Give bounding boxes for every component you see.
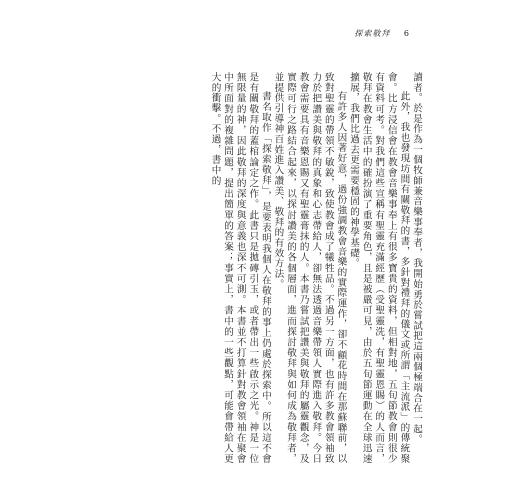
paragraph: 書名取作「探索敬拜」，是要表明我個人在敬拜的事上仍處於探索中。所以這不會是有關敬拜的蓋棺論定之作。此書只是拋磚引玉，或者帶出一些啟示之光。神是一位無限量的神，因此敬拜的深度與意義也深不可測。本書並不打算針對教會領袖在聚會中所面對的複雜問題，提出簡單的答案；事實上，書中的一些觀點，可能會帶給人更大的衝擊。不過，書中的 bbox=[209, 72, 271, 464]
paragraph: 此外，我也發現坊間有關敬拜的書，多針對禮拜的儀文或所謂「主流派」的傳統聚會。比方浸信會在教會音樂事奉上有很多寶貴的資料，但相對地，五旬節教會則很少有資料可考。對我們這些宣稱有聖靈充滿經歷（受聖靈洗，有聖靈恩賜）的人而言，敬拜在教會生活中的確扮演了重要角色，且是被嚴可見，由於五旬節運動在全球迅速擴展，我們比過去更需要穩固的神學基礎。 bbox=[348, 72, 410, 464]
paragraph: 讀者。於是作為一個牧師兼音樂事奉者，我開始勇於嘗試把這兩個極端合在一起。 bbox=[411, 72, 422, 445]
page-number: 6 bbox=[403, 29, 410, 38]
running-header-title: 探索敬拜 bbox=[354, 29, 391, 38]
body-text bbox=[150, 72, 422, 464]
running-header bbox=[354, 28, 410, 39]
paragraph: 有許多人因著好意，過份強調教會音樂的實際運作，卻不顧花時間在那蘇聯前，以致對聖靈的帶領不敏銳，致使教會成了犧牲品。不過另一方面，也有許多教會領袖致力於把讚美與敬拜的真象和心志帶給人，卻無法透過音樂帶領人實際進入敬拜。今日教會需要具有音樂恩賜又有聖靈膏抹的人。本書乃嘗試把讚美與敬拜的屬靈觀念，及實際可行之路結合起來，以探討讚美的各個層面，進而探討敬拜與如何成為敬拜者，並提供引導神百姓進入讚美、敬拜的有效方法。 bbox=[272, 72, 347, 464]
